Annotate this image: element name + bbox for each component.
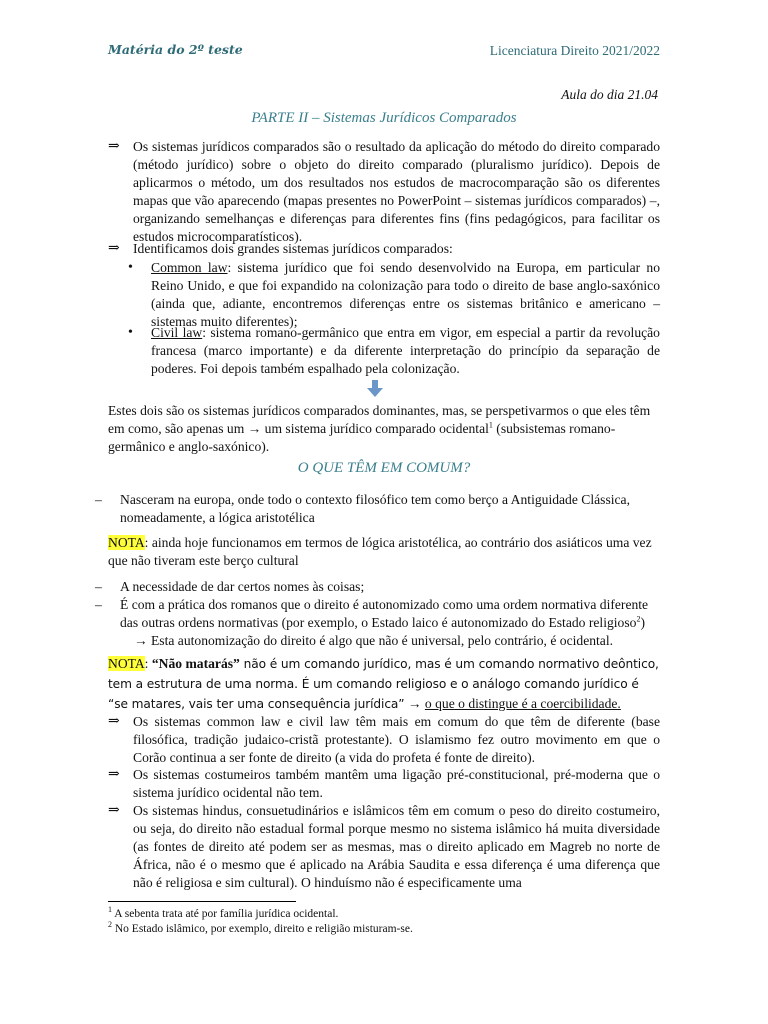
bullet-desc: : sistema romano-germânico que entra em vigor, em especial a partir da revolução francesa (marco importante) e da diferente interpretação do princípio da separação de poderes. Foi depois também espalhado pela colonização. — [151, 325, 660, 376]
dash-icon: – — [95, 597, 102, 612]
summary-paragraph — [108, 402, 660, 456]
footnote-separator — [108, 901, 296, 902]
bullet-term: Civil law — [151, 325, 203, 340]
down-arrow-icon — [367, 380, 383, 398]
dash-text-conclusion: → Esta autonomização do direito é algo que não é universal, pelo contrário, é ocidental. — [134, 633, 614, 648]
bullet-icon: • — [128, 325, 133, 340]
dash-text — [120, 596, 660, 650]
part-title: PARTE II – Sistemas Jurídicos Comparados — [251, 110, 517, 126]
footnote-text: A sebenta trata até por família jurídica ocidental. — [112, 908, 339, 920]
footnote-1 — [108, 907, 338, 922]
arrow-item-1 — [108, 138, 660, 246]
lesson-date: Aula do dia 21.04 — [561, 87, 658, 102]
footnote-number: 2 — [108, 920, 112, 930]
implies-arrow-icon: ⇒ — [108, 139, 120, 154]
header-left: Matéria do 2º teste — [108, 42, 243, 57]
dash-icon: – — [95, 579, 102, 594]
note-quote: “Não matarás” — [151, 656, 240, 671]
note-text: : ainda hoje funcionamos em termos de lógica aristotélica, ao contrário dos asiáticos uma vez que não tiveram este berço cultural — [108, 535, 652, 568]
note-2 — [108, 654, 660, 714]
arrow-item-text: Os sistemas costumeiros também mantêm uma ligação pré-constitucional, pré-moderna que o sistema jurídico ocidental não tem. — [133, 767, 660, 800]
bullet-desc: : sistema jurídico que foi sendo desenvolvido na Europa, em particular no Reino Unido, e que foi expandido na colonização para todo o direito de base anglo-saxónico (ainda que, adiante, encontremos diferenças entre os sistemas britânico e americano – sistemas muito diferentes); — [151, 260, 660, 329]
note-label: NOTA — [108, 656, 145, 671]
implies-arrow-icon: ⇒ — [108, 241, 120, 256]
dash-text-close: ) — [640, 615, 645, 630]
bullet-icon: • — [128, 260, 133, 275]
note-sep: : — [144, 656, 152, 671]
arrow-item-text: Os sistemas hindus, consuetudinários e islâmicos têm em comum o peso do direito costumeiro, ou seja, do direito não estadual formal porque mesmo no sistema islâmico há muita diversidade (as fontes de direito até podem ser as mesmas, mas o direito aplicado em Magreb no norte de África, não é o mesmo que é aplicado na Arábia Saudita e essa diferença é uma diferença que não é religiosa e sim cultural). O hinduísmo não é especificamente uma — [133, 803, 660, 890]
dash-icon: – — [95, 492, 102, 507]
footnote-ref: 1 — [488, 420, 493, 430]
note-label: NOTA — [108, 535, 145, 550]
summary-text: Estes dois são os sistemas jurídicos comparados dominantes, mas, se perspetivarmos o que eles têm em como, são apenas um → um sistema jurídico comparado ocidental — [108, 403, 651, 436]
arrow-item-text: Os sistemas common law e civil law têm mais em comum do que têm de diferente (base filosófica, tradição judaico-cristã protestante). O islamismo fez outro movimento em que o Corão continua a ser fonte de direito (a vida do profeta é fonte de direito). — [133, 714, 660, 765]
footnote-ref: 2 — [636, 614, 641, 624]
dash-text-main: É com a prática dos romanos que o direito é autonomizado como uma ordem normativa diferente das outras ordens normativas (por exemplo, o Estado laico é autonomizado do Estado religioso — [120, 597, 649, 630]
note-text: não é um comando jurídico, mas é um comando normativo deôntico, tem a estrutura de uma norma. É um comando religioso e o análogo comando jurídico é “se matares, vais ter uma consequência jurídica” — [108, 657, 659, 711]
summary-text-end: (subsistemas romano-germânico e anglo-saxónico). — [108, 421, 616, 454]
header-right: Licenciatura Direito 2021/2022 — [489, 43, 660, 58]
arrow-item-3 — [108, 713, 660, 767]
implies-arrow-icon: ⇒ — [108, 767, 120, 782]
note-conclusion: o que o distingue é a coercibilidade. — [424, 696, 621, 711]
arrow-item-text: Os sistemas jurídicos comparados são o resultado da aplicação do método do direito comparado (método jurídico) sobre o objeto do direito comparado (pluralismo jurídico). Depois de aplicarmos o método, um dos resultados nos estudos de macrocomparação são os diferentes mapas que vão aparecendo (mapas presentes no PowerPoint – sistemas jurídicos comparados) –, organizando semelhanças e diferenças para diferentes fins (fins pedagógicos, para facilitar os estudos microcomparatísticos). — [133, 139, 660, 244]
footnote-number: 1 — [108, 905, 112, 915]
footnote-text: No Estado islâmico, por exemplo, direito e religião misturam-se. — [112, 923, 413, 935]
arrow-item-2 — [108, 240, 660, 258]
implies-arrow-icon: ⇒ — [108, 714, 120, 729]
bullet-civil-law — [128, 324, 660, 378]
arrow-item-text: Identificamos dois grandes sistemas jurídicos comparados: — [133, 241, 453, 256]
dash-text: A necessidade de dar certos nomes às coisas; — [120, 579, 365, 594]
section-heading: O QUE TÊM EM COMUM? — [297, 460, 471, 476]
bullet-text — [151, 324, 660, 378]
arrow-item-4 — [108, 766, 660, 802]
dash-text: Nasceram na europa, onde todo o contexto filosófico tem como berço a Antiguidade Clássica, nomeadamente, a lógica aristotélica — [120, 492, 630, 525]
bullet-term: Common law — [151, 260, 228, 275]
bullet-text — [151, 259, 660, 331]
note-1 — [108, 534, 660, 570]
dash-item-3 — [95, 596, 660, 650]
arrow-item-5 — [108, 802, 660, 892]
dash-item-1 — [95, 491, 660, 527]
implies-arrow-icon: ⇒ — [108, 803, 120, 818]
dash-item-2 — [95, 578, 660, 596]
footnote-2 — [108, 922, 413, 937]
bullet-common-law — [128, 259, 660, 331]
note-arrow: → — [404, 696, 425, 711]
